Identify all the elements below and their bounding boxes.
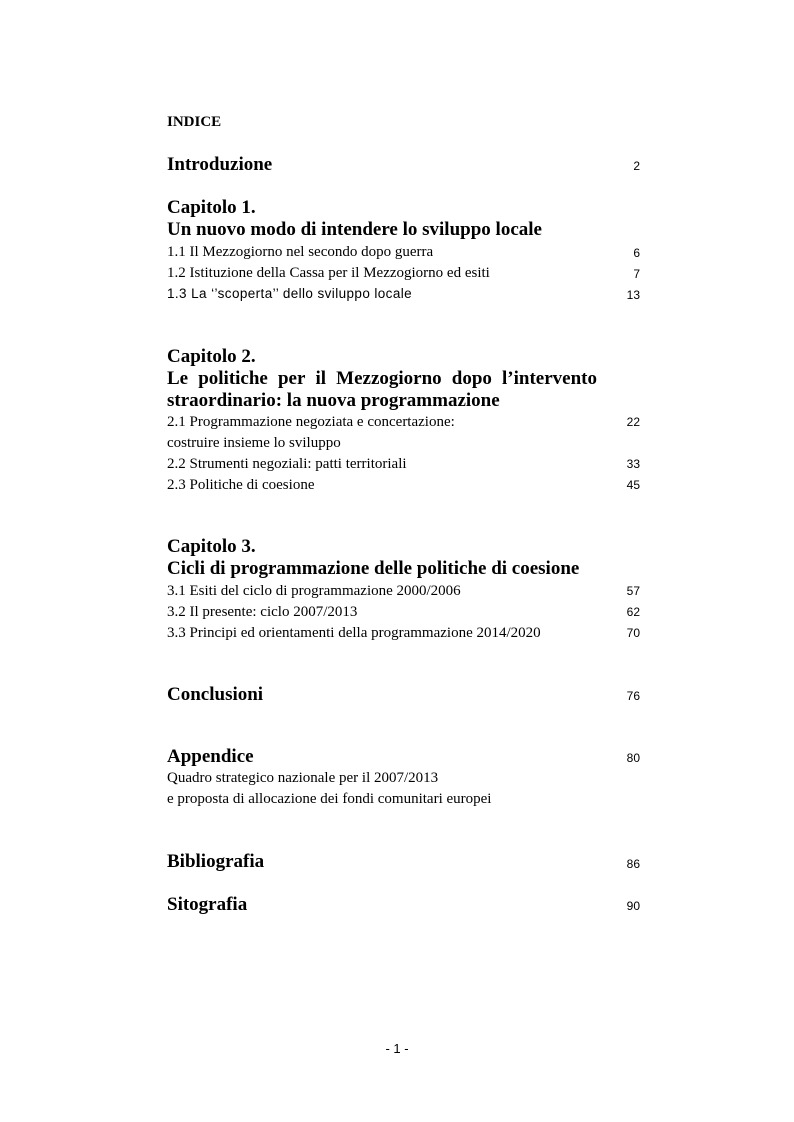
toc-item-3-2[interactable]: 3.2 Il presente: ciclo 2007/2013: [167, 604, 358, 620]
toc-item-1-1[interactable]: 1.1 Il Mezzogiorno nel secondo dopo guerra: [167, 244, 434, 260]
toc-bibliografia-title[interactable]: Bibliografia: [167, 851, 265, 872]
index-heading: INDICE: [167, 114, 222, 130]
toc-introduzione-page: 2: [633, 159, 640, 173]
toc-item-3-3[interactable]: 3.3 Principi ed orientamenti della programmazione 2014/2020: [167, 625, 541, 641]
toc-sitografia-title[interactable]: Sitografia: [167, 894, 248, 915]
toc-item-1-3[interactable]: 1.3 La ‘’scoperta’’ dello sviluppo locale: [167, 286, 413, 301]
toc-item-1-1-page: 6: [633, 246, 640, 260]
chapter-2-title-word: dopo: [451, 368, 492, 389]
toc-item-2-3-page: 45: [626, 478, 640, 492]
toc-item-2-2[interactable]: 2.2 Strumenti negoziali: patti territoriali: [167, 456, 407, 472]
toc-item-3-2-page: 62: [626, 605, 640, 619]
appendice-desc-line1: Quadro strategico nazionale per il 2007/2013: [167, 770, 439, 786]
toc-item-1-3-page: 13: [626, 288, 640, 302]
toc-item-2-1-cont: costruire insieme lo sviluppo: [167, 435, 341, 451]
toc-conclusioni-title[interactable]: Conclusioni: [167, 684, 264, 705]
chapter-2-title-line2[interactable]: straordinario: la nuova programmazione: [167, 390, 500, 411]
toc-item-2-1[interactable]: 2.1 Programmazione negoziata e concertazione:: [167, 414, 455, 430]
toc-conclusioni-page: 76: [626, 689, 640, 703]
toc-item-2-1-page: 22: [626, 415, 640, 429]
chapter-2-title-word: il: [315, 368, 327, 389]
toc-sitografia-page: 90: [626, 899, 640, 913]
chapter-2-title-word: Le: [167, 368, 189, 389]
toc-introduzione-title[interactable]: Introduzione: [167, 154, 273, 175]
appendice-desc-line2: e proposta di allocazione dei fondi comunitari europei: [167, 791, 492, 807]
chapter-1-label: Capitolo 1.: [167, 197, 256, 218]
toc-bibliografia-page: 86: [626, 857, 640, 871]
chapter-2-title-word: Mezzogiorno: [336, 368, 442, 389]
chapter-2-label: Capitolo 2.: [167, 346, 256, 367]
chapter-2-title-line1[interactable]: [167, 368, 597, 390]
toc-item-2-3[interactable]: 2.3 Politiche di coesione: [167, 477, 315, 493]
toc-item-1-2-page: 7: [633, 267, 640, 281]
toc-item-3-1[interactable]: 3.1 Esiti del ciclo di programmazione 2000/2006: [167, 583, 461, 599]
toc-item-1-2[interactable]: 1.2 Istituzione della Cassa per il Mezzogiorno ed esiti: [167, 265, 490, 281]
toc-item-2-2-page: 33: [626, 457, 640, 471]
chapter-3-title[interactable]: Cicli di programmazione delle politiche di coesione: [167, 558, 580, 579]
chapter-2-title-word: per: [277, 368, 306, 389]
chapter-3-label: Capitolo 3.: [167, 536, 256, 557]
toc-appendice-page: 80: [626, 751, 640, 765]
chapter-2-title-word: l’intervento: [502, 368, 597, 389]
toc-appendice-title[interactable]: Appendice: [167, 746, 254, 767]
page-number-footer: - 1 -: [385, 1041, 409, 1056]
chapter-1-title[interactable]: Un nuovo modo di intendere lo sviluppo locale: [167, 219, 542, 240]
chapter-2-title-word: politiche: [198, 368, 268, 389]
toc-item-3-3-page: 70: [626, 626, 640, 640]
toc-item-3-1-page: 57: [626, 584, 640, 598]
